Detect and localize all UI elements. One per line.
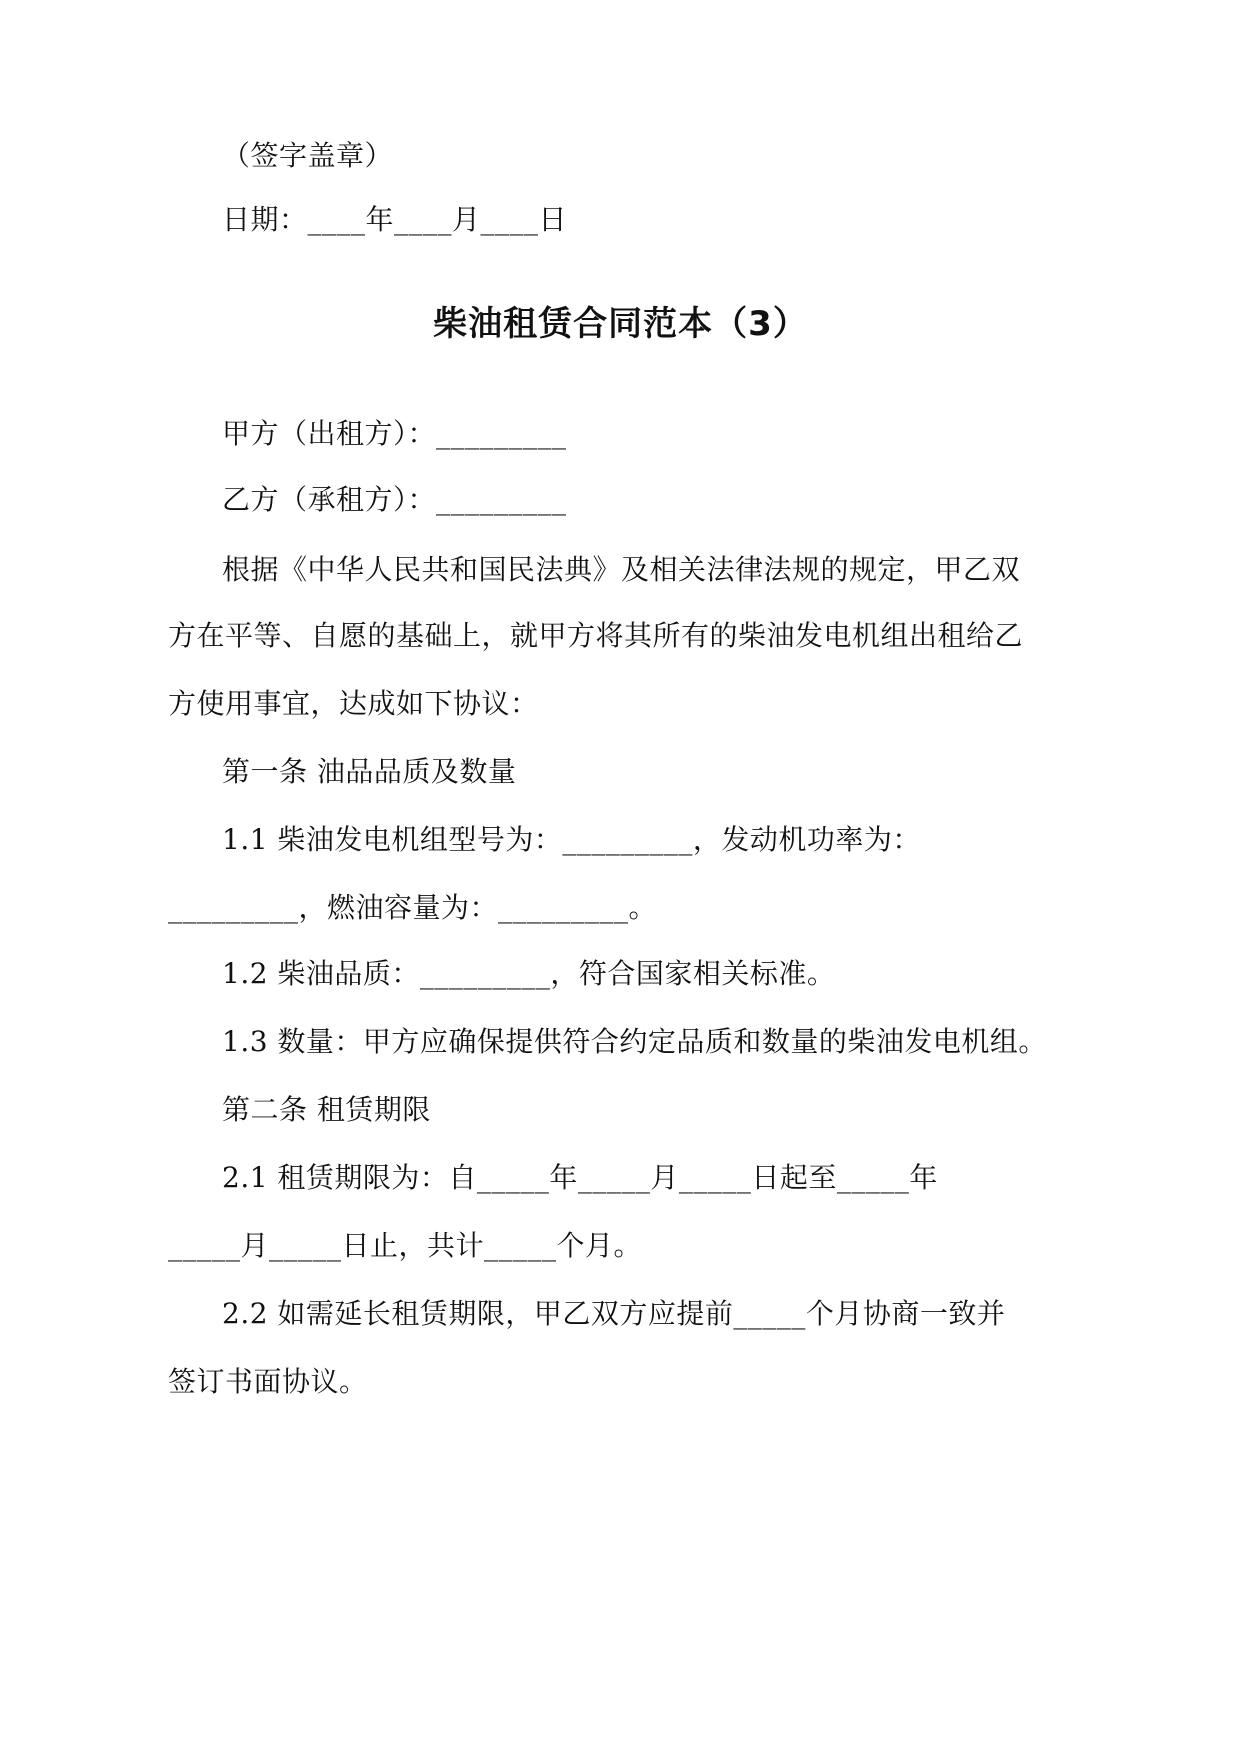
article-1-heading: 第一条 油品品质及数量	[222, 755, 517, 788]
item-1-3-line: 1.3 数量：甲方应确保提供符合约定品质和数量的柴油发电机组。	[222, 1025, 1047, 1058]
signature-line: （签字盖章）	[222, 139, 394, 172]
party-b-line: 乙方（承租方）：_________	[222, 483, 567, 516]
date-line: 日期：____年____月____日	[222, 203, 568, 236]
item-2-1-line-2: _____月_____日止，共计_____个月。	[168, 1229, 643, 1262]
item-1-1-line-1: 1.1 柴油发电机组型号为：_________，发动机功率为：	[222, 823, 921, 856]
preamble-line-3: 方使用事宜，达成如下协议：	[168, 687, 539, 720]
item-1-1-line-2: _________，燃油容量为：_________。	[168, 891, 658, 924]
preamble-line-2: 方在平等、自愿的基础上，就甲方将其所有的柴油发电机组出租给乙	[168, 619, 1024, 652]
article-2-heading: 第二条 租赁期限	[222, 1093, 431, 1126]
party-a-line: 甲方（出租方）：_________	[222, 417, 567, 450]
item-2-2-line-2: 签订书面协议。	[168, 1365, 368, 1398]
preamble-line-1: 根据《中华人民共和国民法典》及相关法律法规的规定，甲乙双	[222, 553, 1021, 586]
item-2-1-line-1: 2.1 租赁期限为：自_____年_____月_____日起至_____年	[222, 1161, 938, 1194]
item-2-2-line-1: 2.2 如需延长租赁期限，甲乙双方应提前_____个月协商一致并	[222, 1297, 1006, 1330]
document-title: 柴油租赁合同范本（3）	[433, 304, 808, 344]
item-1-2-line: 1.2 柴油品质：_________，符合国家相关标准。	[222, 957, 836, 990]
